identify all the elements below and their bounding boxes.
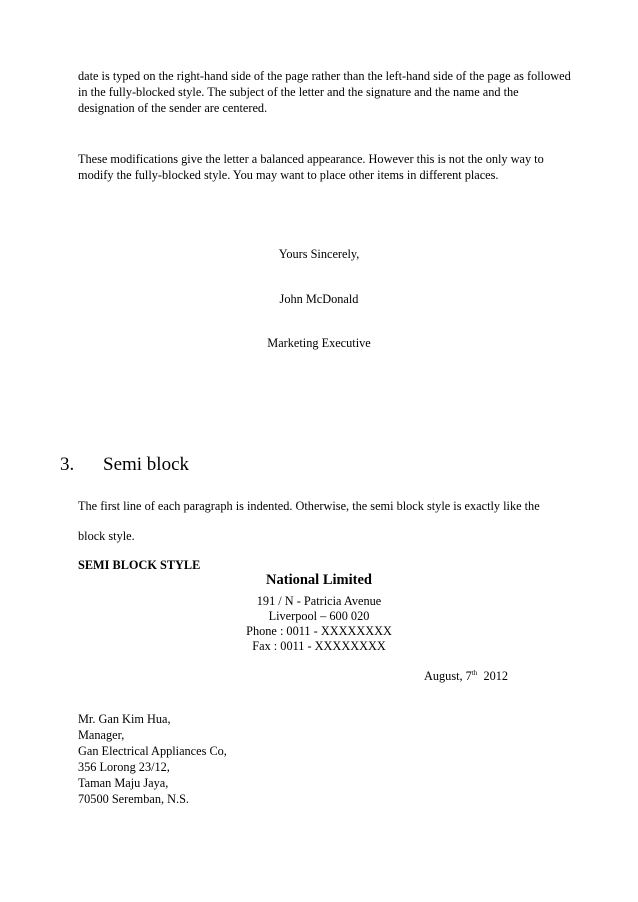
sender-name: John McDonald <box>279 292 359 306</box>
sender-designation: Marketing Executive <box>267 336 371 350</box>
recipient-line: 70500 Seremban, N.S. <box>78 792 190 806</box>
recipient-line: Taman Maju Jaya, <box>78 776 169 790</box>
letterhead-address1: 191 / N - Patricia Avenue <box>256 594 382 608</box>
style-label: SEMI BLOCK STYLE <box>78 558 201 572</box>
letterhead-company: National Limited <box>266 572 372 588</box>
date-day: August, 7 <box>424 669 472 683</box>
recipient-line: Manager, <box>78 728 125 742</box>
letterhead-address2: Liverpool – 600 020 <box>268 609 370 623</box>
letterhead-phone: Phone : 0011 - XXXXXXXX <box>246 624 392 638</box>
section-description-line1: The first line of each paragraph is indented. Otherwise, the semi block style is exactly like the <box>78 499 540 513</box>
recipient-line: Mr. Gan Kim Hua, <box>78 712 171 726</box>
paragraph-modifications: These modifications give the letter a balanced appearance. However this is not the only way to modify the fully-blocked style. You may want to place other items in different places. <box>78 152 544 182</box>
closing-salutation: Yours Sincerely, <box>278 247 360 261</box>
section-title: Semi block <box>103 454 190 475</box>
recipient-line: 356 Lorong 23/12, <box>78 760 170 774</box>
paragraph-intro: date is typed on the right-hand side of the page rather than the left-hand side of the page as followed in the fully-blocked style. The subject of the letter and the signature and the name and the designation of the sender are centered. <box>78 69 571 115</box>
date-year: 2012 <box>483 669 509 683</box>
letter-date <box>424 669 508 684</box>
section-description-line2: block style. <box>78 529 135 543</box>
recipient-address <box>78 711 227 807</box>
date-ordinal: th <box>471 669 478 677</box>
recipient-line: Gan Electrical Appliances Co, <box>78 744 227 758</box>
letterhead-fax: Fax : 0011 - XXXXXXXX <box>252 639 386 653</box>
section-number: 3. <box>60 454 75 475</box>
